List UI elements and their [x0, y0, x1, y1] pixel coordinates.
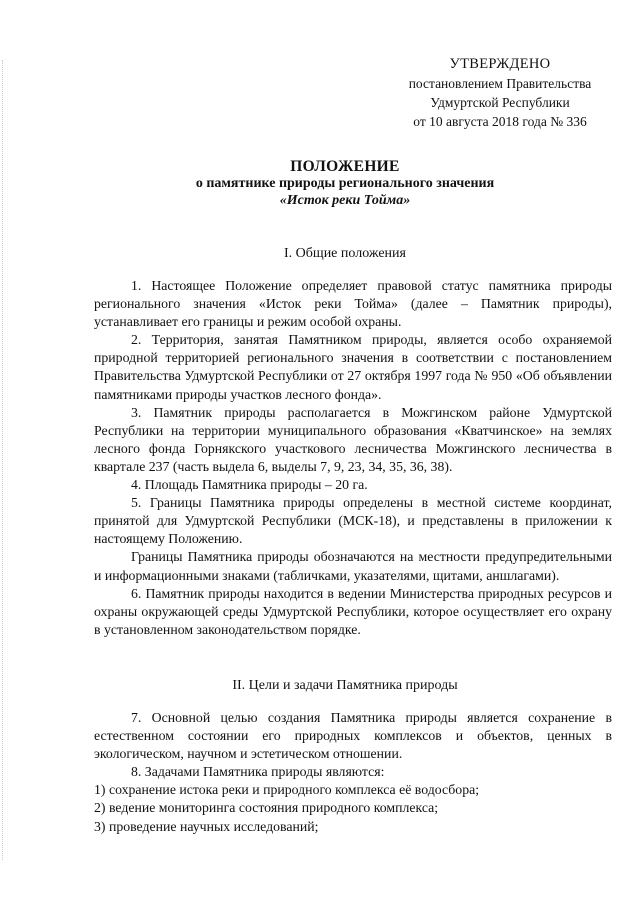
list-item: 1) сохранение истока реки и природного комплекса её водосбора; — [94, 782, 480, 798]
paragraph: Границы Памятника природы обозначаются на местности предупредительными и информационными знаками (табличками, указателями, щитами, аншлагами). — [94, 549, 612, 583]
section-1-body — [94, 277, 612, 639]
paragraph: 4. Площадь Памятника природы – 20 га. — [131, 477, 368, 493]
section-1-heading: I. Общие положения — [284, 246, 406, 261]
approval-stamp — [380, 55, 620, 131]
natural-monument-name: «Исток реки Тойма» — [279, 193, 411, 208]
binding-edge — [2, 60, 6, 860]
approval-line-2: Удмуртской Республики — [430, 95, 570, 110]
document-title-block — [95, 158, 595, 209]
approval-heading: УТВЕРЖДЕНО — [449, 56, 551, 72]
paragraph: 7. Основной целью создания Памятника природы является сохранение в естественном состоянии его природных комплексов и объектов, ценных в экологическом, научном и эстетическом отношении. — [94, 710, 612, 762]
list-item: 2) ведение мониторинга состояния природного комплекса; — [94, 800, 439, 816]
section-2-heading: II. Цели и задачи Памятника природы — [232, 678, 458, 693]
section-2-body — [94, 709, 612, 836]
paragraph: 2. Территория, занятая Памятником природы, является особо охраняемой природной территорией регионального значения в соответствии с постановлением Правительства Удмуртской Республики от 27 октября 1997 года № 950 «Об объявлении памятниками природы участков лесного фонда». — [94, 332, 612, 402]
approval-line-3: от 10 августа 2018 года № 336 — [413, 114, 587, 129]
document-subtitle: о памятнике природы регионального значения — [195, 176, 495, 191]
paragraph: 6. Памятник природы находится в ведении Министерства природных ресурсов и охраны окружающей среды Удмуртской Республики, которое осуществляет его охрану в установленном законодательством порядке. — [94, 585, 612, 637]
list-item: 3) проведение научных исследований; — [94, 818, 319, 834]
paragraph: 8. Задачами Памятника природы являются: — [131, 764, 385, 780]
document-title: ПОЛОЖЕНИЕ — [290, 158, 400, 175]
approval-line-1: постановлением Правительства — [408, 76, 592, 91]
paragraph: 1. Настоящее Положение определяет правовой статус памятника природы регионального значения «Исток реки Тойма» (далее – Памятник природы), устанавливает его границы и режим особой охраны. — [94, 278, 612, 330]
paragraph: 5. Границы Памятника природы определены в местной системе координат, принятой для Удмуртской Республики (МСК-18), и представлены в приложении к настоящему Положению. — [94, 495, 612, 547]
paragraph: 3. Памятник природы располагается в Можгинском районе Удмуртской Республики на территории муниципального образования «Кватчинское» на землях лесного фонда Горнякского участкового лесничества Можгинского лесничества в квартале 237 (часть выдела 6, выделы 7, 9, 23, 34, 35, 36, 38). — [94, 404, 612, 474]
